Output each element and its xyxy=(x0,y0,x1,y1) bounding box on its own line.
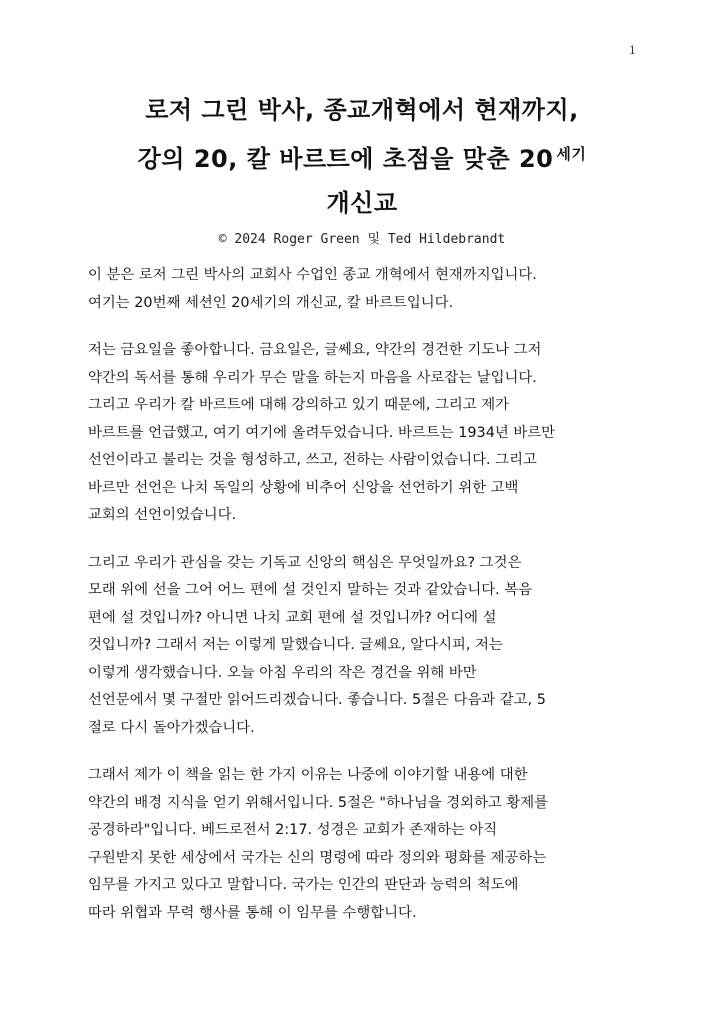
text-line: 따라 위협과 무력 행사를 통해 이 임무를 수행합니다. xyxy=(88,904,417,921)
text-line: 편에 설 것입니까? 아니면 나치 교회 편에 설 것입니까? 어디에 설 xyxy=(88,609,497,626)
copyright-notice: © 2024 Roger Green 및 Ted Hildebrandt xyxy=(218,232,506,247)
text-line: 약간의 독서를 통해 우리가 무슨 말을 하는지 마음을 사로잡는 날입니다. xyxy=(88,369,537,386)
text-line: 그리고 우리가 칼 바르트에 대해 강의하고 있기 때문에, 그리고 제가 xyxy=(88,397,510,413)
text-line: 것입니까? 그래서 저는 이렇게 말했습니다. 글쎄요, 알다시피, 저는 xyxy=(88,637,503,653)
text-line: 이렇게 생각했습니다. 오늘 아침 우리의 작은 경건을 위해 바만 xyxy=(88,664,477,681)
text-line: 선언문에서 몇 구절만 읽어드리겠습니다. 좋습니다. 5절은 다음과 같고, 5 xyxy=(88,692,546,708)
paragraph-1 xyxy=(88,262,648,317)
text-line: 바르만 선언은 나치 독일의 상황에 비추어 신앙을 선언하기 위한 고백 xyxy=(88,479,519,496)
text-line: 바르트를 언급했고, 여기 여기에 올려두었습니다. 바르트는 1934년 바르만 xyxy=(88,424,556,441)
paragraph-4 xyxy=(88,762,648,927)
text-line: 약간의 배경 지식을 얻기 위해서입니다. 5절은 "하나님을 경외하고 황제를 xyxy=(88,794,549,811)
paragraph-2 xyxy=(88,337,648,530)
title-line-2-text: 강의 20, 칼 바르트에 초점을 맞춘 20 xyxy=(137,145,554,173)
text-line: 모래 위에 선을 그어 어느 편에 설 것인지 말하는 것과 같았습니다. 복음 xyxy=(88,582,533,598)
title-line-1: 로저 그린 박사, 종교개혁에서 현재까지, xyxy=(145,96,579,124)
text-line: 절로 다시 돌아가겠습니다. xyxy=(88,719,255,736)
document-title xyxy=(60,88,664,225)
text-line: 임무를 가지고 있다고 말합니다. 국가는 인간의 판단과 능력의 척도에 xyxy=(88,877,519,893)
text-line: 구원받지 못한 세상에서 국가는 신의 명령에 따라 정의와 평화를 제공하는 xyxy=(88,849,547,866)
text-line: 이 분은 로저 그린 박사의 교회사 수업인 종교 개혁에서 현재까지입니다. xyxy=(88,267,537,283)
text-line: 여기는 20번째 세션인 20세기의 개신교, 칼 바르트입니다. xyxy=(88,294,454,311)
title-line-2-superscript: 세기 xyxy=(556,145,587,163)
title-line-2 xyxy=(60,132,664,181)
paragraph-3 xyxy=(88,550,648,743)
text-line: 그리고 우리가 관심을 갖는 기독교 신앙의 핵심은 무엇일까요? 그것은 xyxy=(88,554,522,571)
page-number: 1 xyxy=(629,44,636,57)
body-text xyxy=(88,262,648,947)
text-line: 교회의 선언이었습니다. xyxy=(88,507,237,523)
text-line: 선언이라고 불리는 것을 형성하고, 쓰고, 전하는 사람이었습니다. 그리고 xyxy=(88,452,537,468)
text-line: 저는 금요일을 좋아합니다. 금요일은, 글쎄요, 약간의 경건한 기도나 그저 xyxy=(88,342,542,358)
title-line-3: 개신교 xyxy=(326,189,398,217)
text-line: 공경하라"입니다. 베드로전서 2:17. 성경은 교회가 존재하는 아직 xyxy=(88,822,498,838)
text-line: 그래서 제가 이 책을 읽는 한 가지 이유는 나중에 이야기할 내용에 대한 xyxy=(88,767,528,783)
